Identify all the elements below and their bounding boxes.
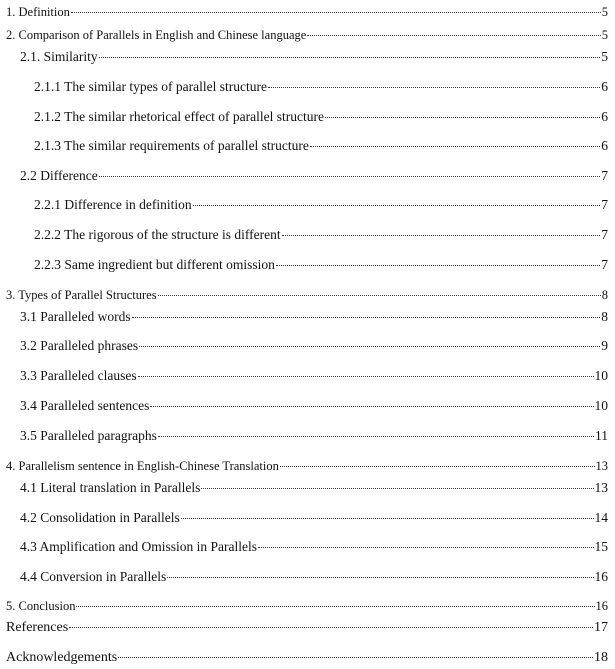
toc-page-number: 9	[601, 338, 608, 353]
dot-leader	[158, 295, 601, 296]
dot-leader	[139, 346, 600, 347]
toc-entry[interactable]	[34, 196, 608, 214]
toc-page-number: 15	[594, 539, 608, 554]
toc-entry[interactable]	[6, 26, 608, 44]
toc-entry-title: 2.2.1 Difference in definition	[34, 197, 192, 212]
dot-leader	[181, 518, 594, 519]
toc-entry-title: 4.2 Consolidation in Parallels	[20, 510, 180, 525]
toc-entry[interactable]	[20, 367, 608, 385]
toc-entry[interactable]	[6, 457, 608, 475]
dot-leader	[118, 657, 593, 658]
toc-page-number: 10	[594, 398, 608, 413]
toc-entry-title: 3.3 Paralleled clauses	[20, 368, 137, 383]
toc-page-number: 5	[601, 49, 608, 64]
toc-entry[interactable]	[34, 137, 608, 155]
dot-leader	[138, 376, 594, 377]
toc-entry[interactable]	[20, 427, 608, 445]
toc-page-number: 7	[601, 168, 608, 183]
toc-page-number: 16	[595, 599, 608, 613]
dot-leader	[325, 117, 600, 118]
dot-leader	[268, 87, 600, 88]
toc-entry[interactable]	[20, 308, 608, 326]
dot-leader	[310, 146, 600, 147]
toc-page-number: 11	[595, 428, 608, 443]
toc-entry-title: 4.4 Conversion in Parallels	[20, 569, 167, 584]
toc-entry[interactable]	[20, 48, 608, 66]
toc-entry-title: 2.1.3 The similar requirements of parallel structure	[34, 138, 309, 153]
toc-entry-title: 4. Parallelism sentence in English-Chinese Translation	[6, 459, 279, 473]
toc-page-number: 5	[601, 28, 608, 42]
toc-entry-title: 4.3 Amplification and Omission in Parallels	[20, 539, 257, 554]
toc-page-number: 5	[601, 5, 608, 19]
toc-entry-title: 2.1. Similarity	[20, 49, 98, 64]
dot-leader	[193, 205, 601, 206]
dot-leader	[158, 436, 594, 437]
dot-leader	[258, 547, 594, 548]
toc-page-number: 6	[601, 79, 608, 94]
toc-page-number: 7	[601, 257, 608, 272]
toc-entry-title: 2.1.1 The similar types of parallel structure	[34, 79, 267, 94]
toc-page-number: 13	[594, 480, 608, 495]
toc-entry-title: 4.1 Literal translation in Parallels	[20, 480, 201, 495]
dot-leader	[71, 12, 601, 13]
toc-entry-title: 1. Definition	[6, 5, 70, 19]
dot-leader	[150, 406, 593, 407]
toc-entry[interactable]	[20, 167, 608, 185]
toc-entry[interactable]	[6, 649, 608, 667]
toc-page-number: 8	[601, 309, 608, 324]
toc-page-number: 17	[594, 620, 608, 635]
toc-page-number: 6	[601, 138, 608, 153]
toc-entry[interactable]	[6, 619, 608, 637]
dot-leader	[307, 35, 600, 36]
dot-leader	[99, 57, 601, 58]
toc-entry[interactable]	[20, 538, 608, 556]
toc-entry-title: 2.2.3 Same ingredient but different omission	[34, 257, 275, 272]
toc-entry-title: 2.2.2 The rigorous of the structure is different	[34, 227, 281, 242]
toc-entry-title: 2. Comparison of Parallels in English and Chinese language	[6, 28, 307, 42]
toc-page-number: 7	[601, 227, 608, 242]
toc-entry-title: 2.1.2 The similar rhetorical effect of parallel structure	[34, 109, 325, 124]
toc-entry-title: 3.2 Paralleled phrases	[20, 338, 139, 353]
dot-leader	[280, 466, 595, 467]
toc-entry[interactable]	[34, 78, 608, 96]
dot-leader	[201, 488, 593, 489]
toc-entry[interactable]	[6, 597, 608, 615]
toc-entry[interactable]	[6, 286, 608, 304]
toc-entry[interactable]	[20, 337, 608, 355]
dot-leader	[76, 606, 594, 607]
toc-page-number: 6	[601, 109, 608, 124]
toc-page-number: 13	[595, 459, 608, 473]
toc-entry-title: References	[6, 620, 69, 635]
toc-entry[interactable]	[20, 479, 608, 497]
toc-page-number: 10	[594, 368, 608, 383]
toc-entry-title: 3. Types of Parallel Structures	[6, 288, 157, 302]
dot-leader	[167, 577, 593, 578]
toc-entry-title: 2.2 Difference	[20, 168, 98, 183]
toc-page-number: 16	[594, 569, 608, 584]
toc-entry[interactable]	[20, 397, 608, 415]
toc-entry[interactable]	[34, 256, 608, 274]
toc-page-number: 18	[594, 650, 608, 665]
dot-leader	[276, 265, 600, 266]
toc-entry[interactable]	[20, 568, 608, 586]
toc-page-number: 7	[601, 197, 608, 212]
dot-leader	[132, 317, 601, 318]
toc-entry-title: 5. Conclusion	[6, 599, 76, 613]
toc-entry[interactable]	[6, 3, 608, 21]
dot-leader	[99, 176, 601, 177]
toc-entry-title: 3.4 Paralleled sentences	[20, 398, 150, 413]
toc-entry[interactable]	[34, 108, 608, 126]
toc-entry[interactable]	[20, 509, 608, 527]
toc-entry-title: 3.5 Paralleled paragraphs	[20, 428, 157, 443]
toc-page-number: 14	[594, 510, 608, 525]
toc-page-number: 8	[601, 288, 608, 302]
dot-leader	[69, 627, 593, 628]
toc-entry[interactable]	[34, 226, 608, 244]
toc-entry-title: 3.1 Paralleled words	[20, 309, 131, 324]
dot-leader	[282, 235, 601, 236]
toc-entry-title: Acknowledgements	[6, 650, 118, 665]
